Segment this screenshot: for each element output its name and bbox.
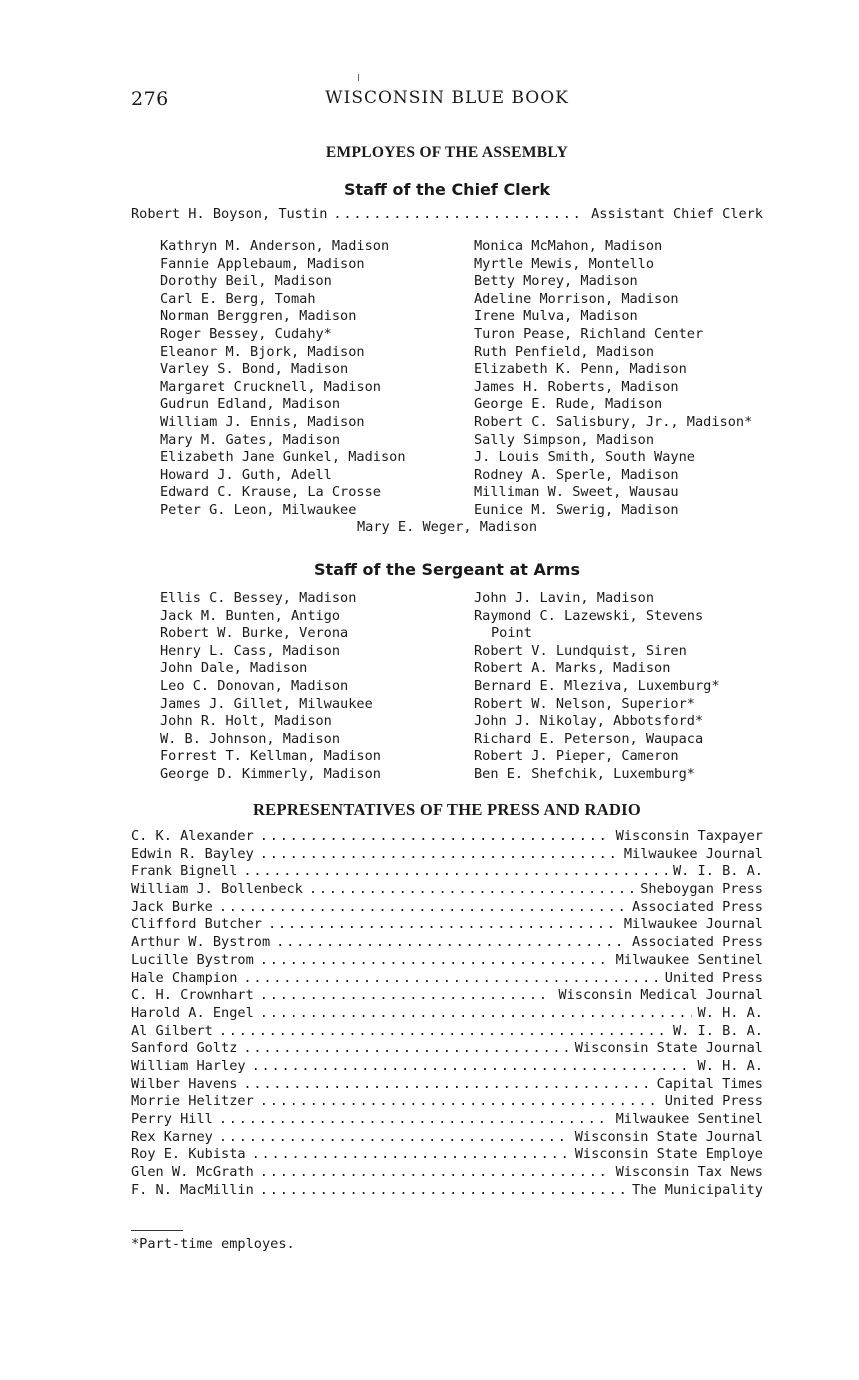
running-title: WISCONSIN BLUE BOOK <box>325 88 569 108</box>
press-organization: Associated Press <box>632 898 763 915</box>
name-entry: Robert V. Lundquist, Siren <box>474 642 687 659</box>
name-entry: Raymond C. Lazewski, Stevens <box>474 607 704 624</box>
press-name: Arthur W. Bystrom <box>131 934 271 951</box>
leader-dots <box>219 1111 610 1127</box>
press-row <box>131 1182 763 1200</box>
press-organization: W. I. B. A. <box>672 1022 763 1039</box>
name-entry: Eleanor M. Bjork, Madison <box>160 343 365 360</box>
name-entry: Ellis C. Bessey, Madison <box>160 590 357 606</box>
chief-clerk-left-column <box>160 238 406 520</box>
name-entry: Leo C. Donovan, Madison <box>160 677 349 694</box>
leader-dots <box>252 1058 692 1074</box>
name-entry: John J. Nikolay, Abbotsford* <box>474 713 704 730</box>
assistant-chief-clerk-line <box>131 206 763 222</box>
name-entry: Robert W. Nelson, Superior* <box>474 695 695 712</box>
press-organization: Sheboygan Press <box>640 881 763 898</box>
press-organization: Wisconsin Medical Journal <box>558 987 763 1004</box>
press-organization: The Municipality <box>632 1181 763 1198</box>
chief-clerk-heading: Staff of the Chief Clerk <box>343 180 551 199</box>
name-entry: Fannie Applebaum, Madison <box>160 255 365 272</box>
press-name: C. H. Crownhart <box>131 987 254 1004</box>
leader-dots <box>260 987 553 1003</box>
name-entry: Varley S. Bond, Madison <box>160 361 349 378</box>
name-entry: Mary M. Gates, Madison <box>160 431 341 448</box>
press-organization: United Press <box>664 969 763 986</box>
press-row <box>131 1164 763 1182</box>
name-entry: Irene Mulva, Madison <box>474 308 638 325</box>
press-name: C. K. Alexander <box>131 828 254 844</box>
name-entry: Robert W. Burke, Verona <box>160 625 349 642</box>
name-entry: Peter G. Leon, Milwaukee <box>160 501 357 518</box>
name-entry: Dorothy Beil, Madison <box>160 273 332 290</box>
press-row <box>131 987 763 1005</box>
name-entry: William J. Ennis, Madison <box>160 413 365 430</box>
name-entry: Edward C. Krause, La Crosse <box>160 484 381 501</box>
leader-dots <box>243 863 667 879</box>
name-entry: Elizabeth Jane Gunkel, Madison <box>160 449 406 466</box>
footnote-rule <box>131 1230 183 1231</box>
name-entry: Robert C. Salisbury, Jr., Madison* <box>474 413 753 430</box>
press-row <box>131 1058 763 1076</box>
footnote: *Part-time employes. <box>131 1236 295 1252</box>
leader-dots <box>333 206 585 222</box>
name-entry: George D. Kimmerly, Madison <box>160 765 381 782</box>
name-entry: Kathryn M. Anderson, Madison <box>160 238 390 254</box>
press-name: Roy E. Kubista <box>131 1146 246 1163</box>
name-entry: Robert J. Pieper, Cameron <box>474 748 679 765</box>
press-row <box>131 1111 763 1129</box>
name-entry: W. B. Johnson, Madison <box>160 730 341 747</box>
name-entry: Elizabeth K. Penn, Madison <box>474 361 687 378</box>
leader-dots <box>276 934 626 950</box>
press-organization: Wisconsin State Journal <box>574 1128 763 1145</box>
name-entry: John R. Holt, Madison <box>160 713 332 730</box>
name-entry: Myrtle Mewis, Montello <box>474 255 655 272</box>
press-row <box>131 899 763 917</box>
press-name: Perry Hill <box>131 1111 213 1127</box>
name-entry: Rodney A. Sperle, Madison <box>474 466 679 483</box>
name-entry: Carl E. Berg, Tomah <box>160 290 316 307</box>
scan-mark <box>358 74 359 81</box>
press-row <box>131 1129 763 1147</box>
press-name: Al Gilbert <box>131 1022 213 1039</box>
press-row <box>131 1023 763 1041</box>
leader-dots <box>309 881 634 897</box>
press-organization: Wisconsin Taxpayer <box>615 828 763 844</box>
page-number: 276 <box>131 88 169 110</box>
leader-dots <box>252 1146 569 1162</box>
lead-title: Assistant Chief Clerk <box>591 206 763 222</box>
main-heading: EMPLOYES OF THE ASSEMBLY <box>325 144 569 161</box>
press-row <box>131 952 763 970</box>
sergeant-heading: Staff of the Sergeant at Arms <box>314 560 580 579</box>
leader-dots <box>260 1164 610 1180</box>
name-entry: Jack M. Bunten, Antigo <box>160 607 341 624</box>
leader-dots <box>260 952 610 968</box>
press-organization: W. I. B. A. <box>672 863 763 880</box>
name-entry: George E. Rude, Madison <box>474 396 663 413</box>
lead-name: Robert H. Boyson, Tustin <box>131 206 328 222</box>
press-name: Harold A. Engel <box>131 1004 254 1021</box>
leader-dots <box>260 1182 626 1198</box>
press-name: Sanford Goltz <box>131 1040 238 1057</box>
name-entry: Eunice M. Swerig, Madison <box>474 501 679 518</box>
press-name: Clifford Butcher <box>131 916 262 933</box>
press-row <box>131 828 763 846</box>
press-list <box>131 828 763 1199</box>
press-name: Morrie Helitzer <box>131 1093 254 1110</box>
name-entry: Milliman W. Sweet, Wausau <box>474 484 679 501</box>
press-row <box>131 1146 763 1164</box>
press-name: Rex Karney <box>131 1128 213 1145</box>
press-organization: Milwaukee Journal <box>623 845 763 862</box>
leader-dots <box>260 1005 692 1021</box>
leader-dots <box>243 1040 568 1056</box>
press-organization: Milwaukee Sentinel <box>615 951 763 968</box>
name-entry: Norman Berggren, Madison <box>160 308 357 325</box>
press-row <box>131 916 763 934</box>
press-organization: W. H. A. <box>697 1004 763 1021</box>
press-name: William Harley <box>131 1057 246 1074</box>
name-entry: James J. Gillet, Milwaukee <box>160 695 373 712</box>
name-entry: Margaret Crucknell, Madison <box>160 378 381 395</box>
name-entry: Bernard E. Mleziva, Luxemburg* <box>474 677 720 694</box>
page-header <box>131 88 763 112</box>
press-name: Glen W. McGrath <box>131 1164 254 1181</box>
name-entry: Ben E. Shefchik, Luxemburg* <box>474 765 695 782</box>
press-row <box>131 1093 763 1111</box>
press-heading: REPRESENTATIVES OF THE PRESS AND RADIO <box>252 800 642 819</box>
name-entry: John Dale, Madison <box>160 660 308 677</box>
press-organization: Milwaukee Sentinel <box>615 1111 763 1127</box>
press-organization: Wisconsin State Journal <box>574 1040 763 1057</box>
press-organization: Capital Times <box>656 1075 763 1092</box>
name-entry: Turon Pease, Richland Center <box>474 325 704 342</box>
leader-dots <box>219 1129 569 1145</box>
press-name: William J. Bollenbeck <box>131 881 303 898</box>
name-entry: Howard J. Guth, Adell <box>160 466 332 483</box>
press-organization: Associated Press <box>632 934 763 951</box>
sergeant-right-column <box>474 590 720 784</box>
leader-dots <box>260 846 618 862</box>
name-entry: Betty Morey, Madison <box>474 273 638 290</box>
press-row <box>131 1076 763 1094</box>
name-entry: Monica McMahon, Madison <box>474 238 663 254</box>
press-organization: Wisconsin Tax News <box>615 1164 763 1181</box>
name-entry: John J. Lavin, Madison <box>474 590 655 606</box>
press-row <box>131 1040 763 1058</box>
name-entry: James H. Roberts, Madison <box>474 378 679 395</box>
press-name: Wilber Havens <box>131 1075 238 1092</box>
press-row <box>131 846 763 864</box>
leader-dots <box>243 970 658 986</box>
name-entry: Gudrun Edland, Madison <box>160 396 341 413</box>
press-row <box>131 970 763 988</box>
name-entry: Forrest T. Kellman, Madison <box>160 748 381 765</box>
sergeant-left-column <box>160 590 381 784</box>
name-entry: Roger Bessey, Cudahy* <box>160 325 332 342</box>
press-name: Edwin R. Bayley <box>131 845 254 862</box>
press-row <box>131 934 763 952</box>
press-name: F. N. MacMillin <box>131 1181 254 1198</box>
name-entry: Point <box>491 625 532 642</box>
chief-clerk-last-entry: Mary E. Weger, Madison <box>356 519 538 535</box>
press-row <box>131 1005 763 1023</box>
name-entry: Sally Simpson, Madison <box>474 431 655 448</box>
press-organization: W. H. A. <box>697 1057 763 1074</box>
name-entry: Ruth Penfield, Madison <box>474 343 655 360</box>
name-entry: J. Louis Smith, South Wayne <box>474 449 695 466</box>
leader-dots <box>268 916 618 932</box>
leader-dots <box>219 899 626 915</box>
press-organization: Milwaukee Journal <box>623 916 763 933</box>
press-name: Lucille Bystrom <box>131 951 254 968</box>
leader-dots <box>260 1093 659 1109</box>
leader-dots <box>260 828 610 844</box>
press-row <box>131 881 763 899</box>
press-organization: United Press <box>664 1093 763 1110</box>
leader-dots <box>243 1076 650 1092</box>
press-name: Frank Bignell <box>131 863 238 880</box>
name-entry: Richard E. Peterson, Waupaca <box>474 730 704 747</box>
chief-clerk-right-column <box>474 238 752 520</box>
press-row <box>131 863 763 881</box>
leader-dots <box>219 1023 667 1039</box>
name-entry: Henry L. Cass, Madison <box>160 642 341 659</box>
press-organization: Wisconsin State Employe <box>574 1146 763 1163</box>
name-entry: Adeline Morrison, Madison <box>474 290 679 307</box>
press-name: Jack Burke <box>131 898 213 915</box>
name-entry: Robert A. Marks, Madison <box>474 660 671 677</box>
press-name: Hale Champion <box>131 969 238 986</box>
